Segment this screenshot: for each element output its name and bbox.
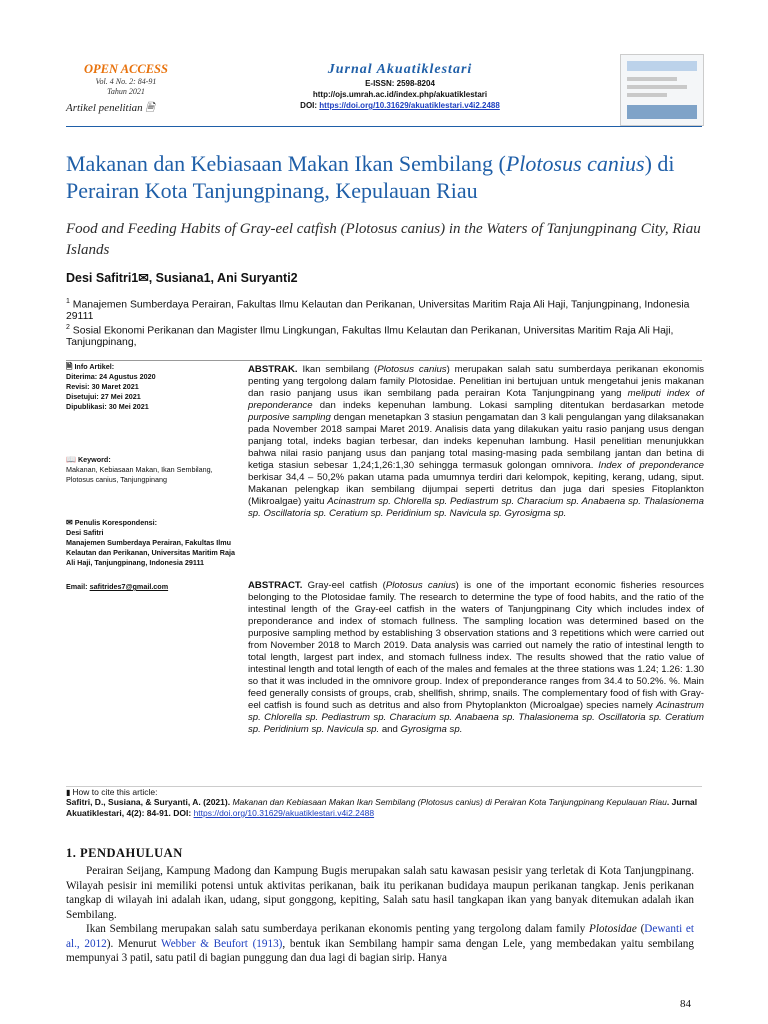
keywords-block: 📖 Keyword: Makanan, Kebiasaan Makan, Ikan Sembilang, Plotosus canius, Tanjungpinang [66,455,213,484]
journal-cover-thumbnail [620,54,704,126]
article-type [66,99,186,118]
keyword-icon: 📖 [66,455,76,464]
affiliation-2: $^2$ Sosial Ekonomi Perikanan dan Magister Ilmu Lingkungan, Fakultas Ilmu Kelautan dan Perikanan, Universitas Maritim Raja Ali Haji, Tanjungpinang, [66,324,674,349]
citation-webber[interactable]: Webber & Beufort (1913) [161,937,283,950]
section-heading-introduction: 1. PENDAHULUAN [66,846,183,860]
doi-label: DOI: [300,101,318,110]
bookmark-icon: ▮ [66,788,71,797]
volume-label: Vol. 4 No. 2: 84-91 [95,77,157,86]
abstrak-indonesian: ABSTRAK. Ikan sembilang (Plotosus canius) merupakan salah satu sumberdaya perikanan ekonomis penting yang tergolong dalam family Plotosidae. Penelitian ini bertujuan untuk mengetahui jenis makanan dan rasio panjang usus ikan sembilang pada perairan Kota Tanjungpinang yang meliputi index of preponderance dan indeks kepenuhan lambung. Lokasi sampling ditentukan berdasarkan metode purposive sampling dengan menetapkan 3 stasiun pengamatan dan 3 kali pengulangan yang dilaksanakan pada November 2018 sampai Maret 2019. Analisis data yang dilakukan yaitu rasio panjang usus dengan panjang total, indeks bagian terbesar, dan indeks kepenuhan lambung. Hasil penelitian menunjukkan bahwa nilai rasio panjang usus dan panjang total masing-masing pada sembilang jantan dan betina di ketiga stasiun sebesar 1,24;1,26:1,30 sehingga termasuk golongan omnivora. Index of preponderance berkisar 34,4 – 50,2% pakan utama pada umumnya terdiri dari kelompok, kepiting, kerang, udang, siput. Makanan pelengkap ikan sembilang dijumpai seperti detritus dan juga dari spesies Fitoplankton (Mikroalgae) yaitu Acinastrum sp. Chlorella sp. Pediastrum sp. Characium sp. Anabaena sp. Thalasionema sp. Oscillatoria sp. Ceratium sp. Peridinium sp. Navicula sp. Gyrosigma sp. [248,364,704,519]
cite-heading: How to cite this article: [72,787,158,797]
how-to-cite [66,786,702,825]
author-list: Desi Safitri1✉, Susiana1, Ani Suryanti2 [66,271,298,285]
eissn: E-ISSN: 2598-8204 [365,79,435,88]
corresponding-author-address: Manajemen Sumberdaya Perairan, Fakultas Ilmu Kelautan dan Perikanan, Universitas Maritim Raja Ali Haji, Tanjungpinang, Indonesia 29111 [66,538,235,567]
article-info: 🗎 Info Artikel: Diterima: 24 Agustus 2020 Revisi: 30 Maret 2021 Disetujui: 27 Mei 2021 Dipublikasi: 30 Mei 2021 [66,362,236,412]
document-icon: 🗎 [145,102,155,114]
article-title: Makanan dan Kebiasaan Makan Ikan Sembilang (Plotosus canius) di Perairan Kota Tanjungpinang, Kepulauan Riau [66,151,675,203]
open-access-label: OPEN ACCESS [84,62,168,76]
journal-meta-left [66,62,186,118]
corresponding-author-name: Desi Safitri [66,528,104,537]
year-label: Tahun 2021 [107,87,145,96]
header-divider [66,126,702,127]
revised-date: Revisi: 30 Maret 2021 [66,382,139,391]
affiliation-1: $^1$ Manajemen Sumberdaya Perairan, Fakultas Ilmu Kelautan dan Perikanan, Universitas Maritim Raja Ali Haji, Tanjungpinang, Indonesia 29111 [66,298,690,323]
email-link[interactable]: safitrides7@gmail.com [89,582,169,591]
journal-name: Jurnal Akuatiklestari [327,62,473,77]
correspondence-block: ✉ Penulis Korespondensi: Desi Safitri Manajemen Sumberdaya Perairan, Fakultas Ilmu Kelautan dan Perikanan, Universitas Maritim Raja Ali Haji, Tanjungpinang, Indonesia 29111 Email: safitrides7@gmail.com [66,518,235,591]
mail-icon: ✉ [66,518,73,527]
info-icon: 🗎 [66,362,73,371]
accepted-date: Disetujui: 27 Mei 2021 [66,392,141,401]
keywords-text: Makanan, Kebiasaan Makan, Ikan Sembilang, Plotosus canius, Tanjungpinang [66,465,213,484]
abstract-english: ABSTRACT. Gray-eel catfish (Plotosus canius) is one of the important economic fisheries resources belonging to the Plotosidae family. The research to determine the type of food habits, and the ratio of the intestinal length of the Gray-eel catfish in the waters of Tanjungpinang City which includes index of preponderance and index of stomach fullness. The sampling location was determined based on the purposive sampling method by establishing 3 observation stations and 3 repetitions which were carried out from November 2018 to March 2019. Data analysis was carried out namely the ratio of intestinal length to total length, largest part index, and stomach fullness index. The results showed that the ratio value of intestinal length and total length of each of the males and females at the three stations was 1.24; 1.26: 1.30 so that it was included in the omnivore group. Index of preponderance ranges from 34.4 to 50.2%. %. Main feed generally consists of groups, crab, shellfish, shrimp, snails. The complementary food of fish with Gray-eel catfish is found such as detritus and also from Phytoplankton (Microalgae) species namely Acinastrum sp. Chlorella sp. Pediastrum sp. Characium sp. Anabaena sp. Thalasionema sp. Oscillatoria sp. Ceratium sp. Peridinium sp. Navicula sp. and Gyrosigma sp. [248,580,704,735]
published-date: Dipublikasi: 30 Mei 2021 [66,402,149,411]
cite-doi-link[interactable]: https://doi.org/10.31629/akuatiklestari.v4i2.2488 [193,808,375,818]
citation-dewanti[interactable]: Dewanti et al., 2012 [66,923,694,950]
article-title-english: Food and Feeding Habits of Gray-eel catfish (Plotosus canius) in the Waters of Tanjungpinang City, Riau Islands [66,221,701,258]
affiliation-divider [66,360,702,361]
journal-url[interactable]: http://ojs.umrah.ac.id/index.php/akuatiklestari [312,90,488,99]
received-date: Diterima: 24 Agustus 2020 [66,372,156,381]
doi-link[interactable]: https://doi.org/10.31629/akuatiklestari.v4i2.2488 [319,101,500,110]
journal-header [200,62,600,111]
page-number: 84 [680,998,691,1010]
intro-paragraph-2: Ikan Sembilang merupakan salah satu sumberdaya perikanan ekonomis penting yang tergolong dalam family Plotosidae (Dewanti et al., 2012). Menurut Webber & Beufort (1913), bentuk ikan Sembilang hampir sama dengan Lele, yang membedakan yaitu sembilang mempunyai 3 patil, satu patil di bagian punggung dan dua lagi di bagian sirip. Hanya [66,923,694,964]
cite-text: Safitri, D., Susiana, & Suryanti, A. (2021). Makanan dan Kebiasaan Makan Ikan Sembilang (Plotosus canius) di Perairan Kota Tanjungpinang Kepulauan Riau. Jurnal Akuatiklestari, 4(2): 84-91. DOI: https://doi.org/10.31629/akuatiklestari.v4i2.2488 [66,797,698,818]
intro-paragraph-1: Perairan Seijang, Kampung Madong dan Kampung Bugis merupakan salah satu kawasan pesisir yang terletak di Kota Tanjungpinang. Wilayah pesisir ini memiliki potensi untuk aktivitas perikanan, baik itu perikanan budidaya maupun perikanan tangkap. Jenis perikanan tangkap di wilayah ini adalah ikan, udang, siput gonggong, kepiting, Salah satu hasil tangkapan ikan yang banyak ditemukan adalah ikan Sembilang. [66,865,694,921]
doi-line [200,100,600,111]
email-line: Email: safitrides7@gmail.com [66,582,169,591]
article-type-label: Artikel penelitian [66,102,143,114]
